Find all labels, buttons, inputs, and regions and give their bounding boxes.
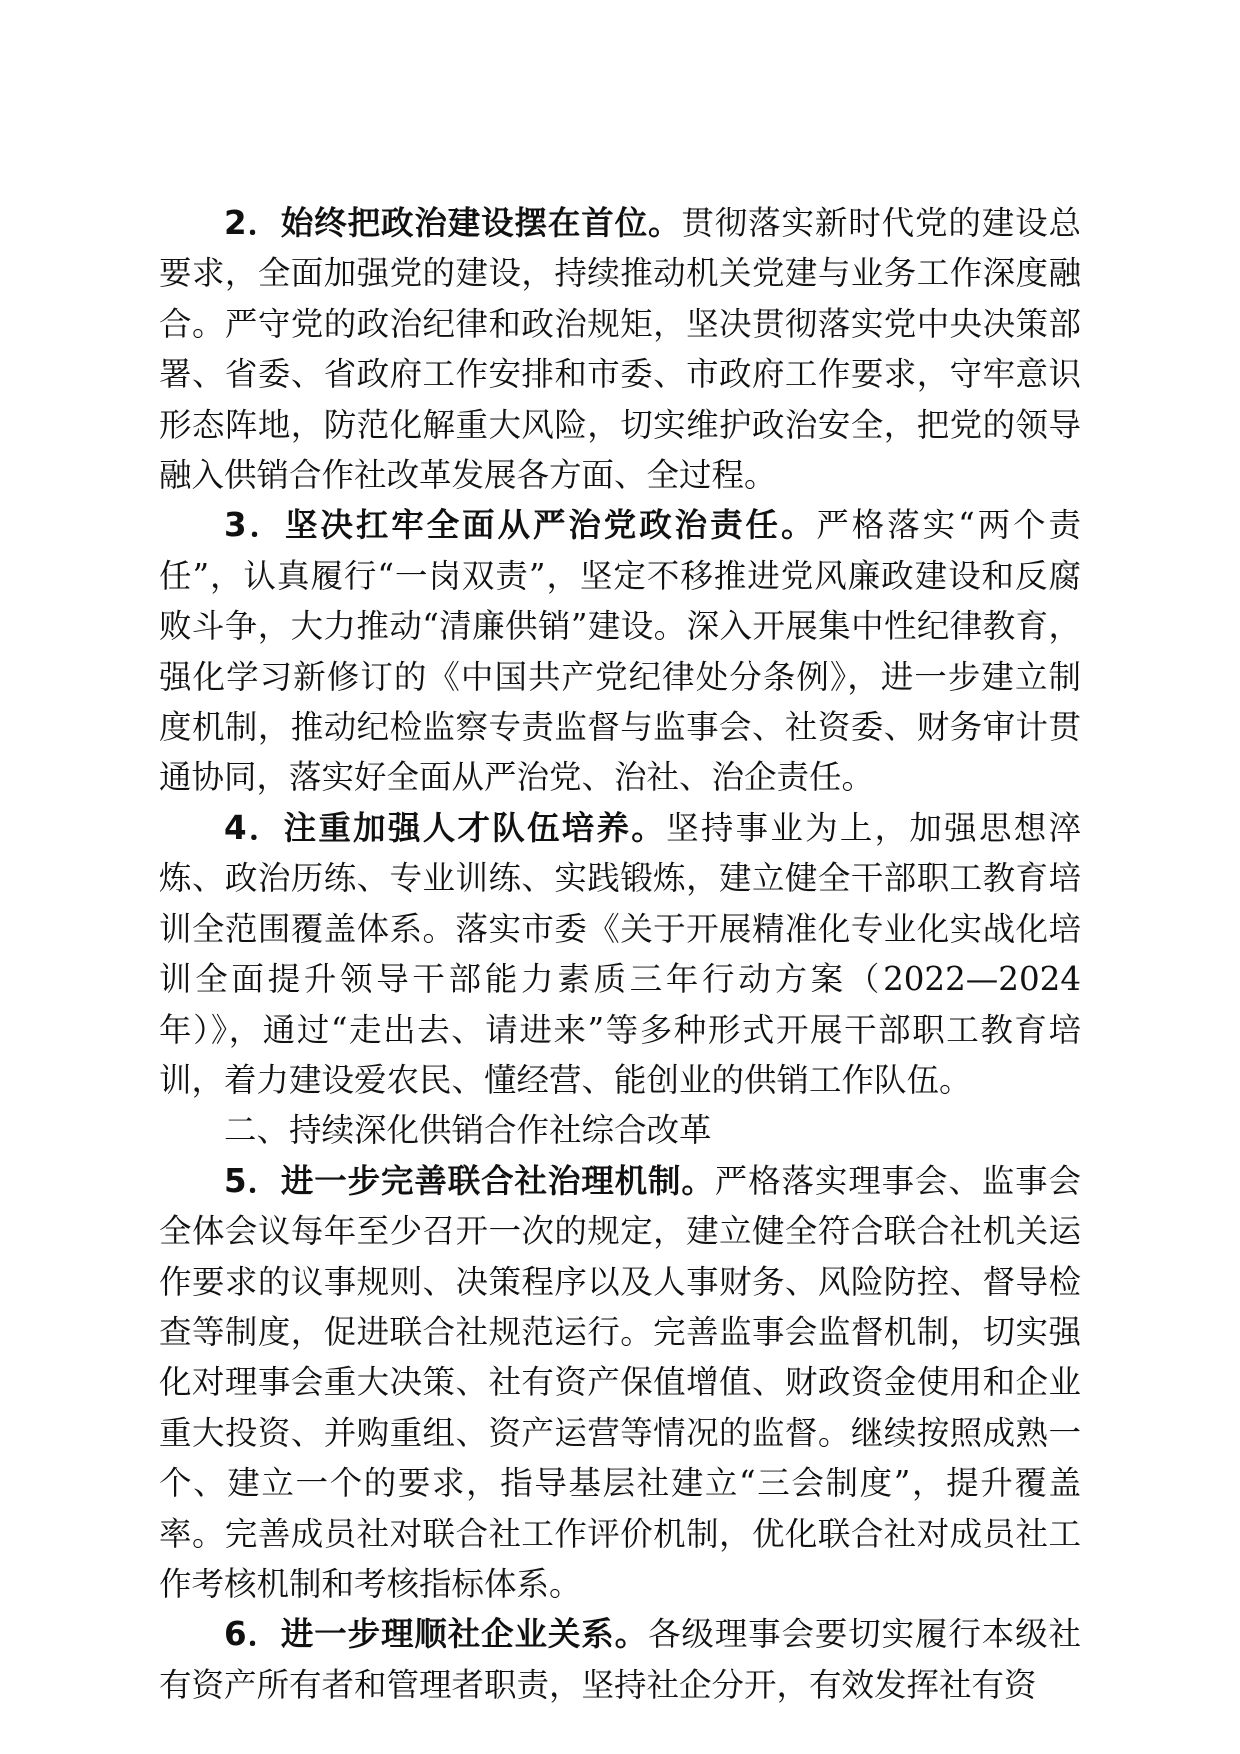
paragraph-3 [159,500,1081,802]
section-heading: 二、持续深化供销合作社综合改革 [224,1111,712,1150]
paragraph-3-text: 严格落实“两个责任”，认真履行“一岗双责”，坚定不移推进党风廉政建设和反腐败斗争，大力推动“清廉供销”建设。深入开展集中性纪律教育，强化学习新修订的《中国共产党纪律处分条例》，进一步建立制度机制，推动纪检监察专责监督与监事会、社资委、财务审计贯通协同，落实好全面从严治党、治社、治企责任。 [159,506,1081,797]
paragraph-4 [159,803,1081,1105]
document-body [159,198,1081,1710]
paragraph-4-text: 坚持事业为上，加强思想淬炼、政治历练、专业训练、实践锻炼，建立健全干部职工教育培训全范围覆盖体系。落实市委《关于开展精准化专业化实战化培训全面提升领导干部能力素质三年行动方案（2022—2024年）》，通过“走出去、请进来”等多种形式开展干部职工教育培训，着力建设爱农民、懂经营、能创业的供销工作队伍。 [159,808,1081,1099]
paragraph-2-text: 贯彻落实新时代党的建设总要求，全面加强党的建设，持续推动机关党建与业务工作深度融合。严守党的政治纪律和政治规矩，坚决贯彻落实党中央决策部署、省委、省政府工作安排和市委、市政府工作要求，守牢意识形态阵地，防范化解重大风险，切实维护政治安全，把党的领导融入供销合作社改革发展各方面、全过程。 [159,204,1081,495]
paragraph-2-lead: 2．始终把政治建设摆在首位。 [224,204,682,242]
paragraph-6-text: 各级理事会要切实履行本级社有资产所有者和管理者职责，坚持社企分开，有效发挥社有资 [159,1615,1081,1704]
paragraph-4-lead: 4．注重加强人才队伍培养。 [224,808,667,847]
paragraph-5-lead: 5．进一步完善联合社治理机制。 [224,1161,715,1200]
paragraph-6 [159,1609,1081,1710]
paragraph-5 [159,1156,1081,1610]
paragraph-5-text: 严格落实理事会、监事会全体会议每年至少召开一次的规定，建立健全符合联合社机关运作要求的议事规则、决策程序以及人事财务、风险防控、督导检查等制度，促进联合社规范运行。完善监事会监督机制，切实强化对理事会重大决策、社有资产保值增值、财政资金使用和企业重大投资、并购重组、资产运营等情况的监督。继续按照成熟一个、建立一个的要求，指导基层社建立“三会制度”，提升覆盖率。完善成员社对联合社工作评价机制，优化联合社对成员社工作考核机制和考核指标体系。 [159,1161,1081,1603]
paragraph-6-lead: 6．进一步理顺社企业关系。 [224,1615,648,1654]
paragraph-3-lead: 3．坚决扛牢全面从严治党政治责任。 [224,506,817,545]
paragraph-2 [159,198,1081,500]
